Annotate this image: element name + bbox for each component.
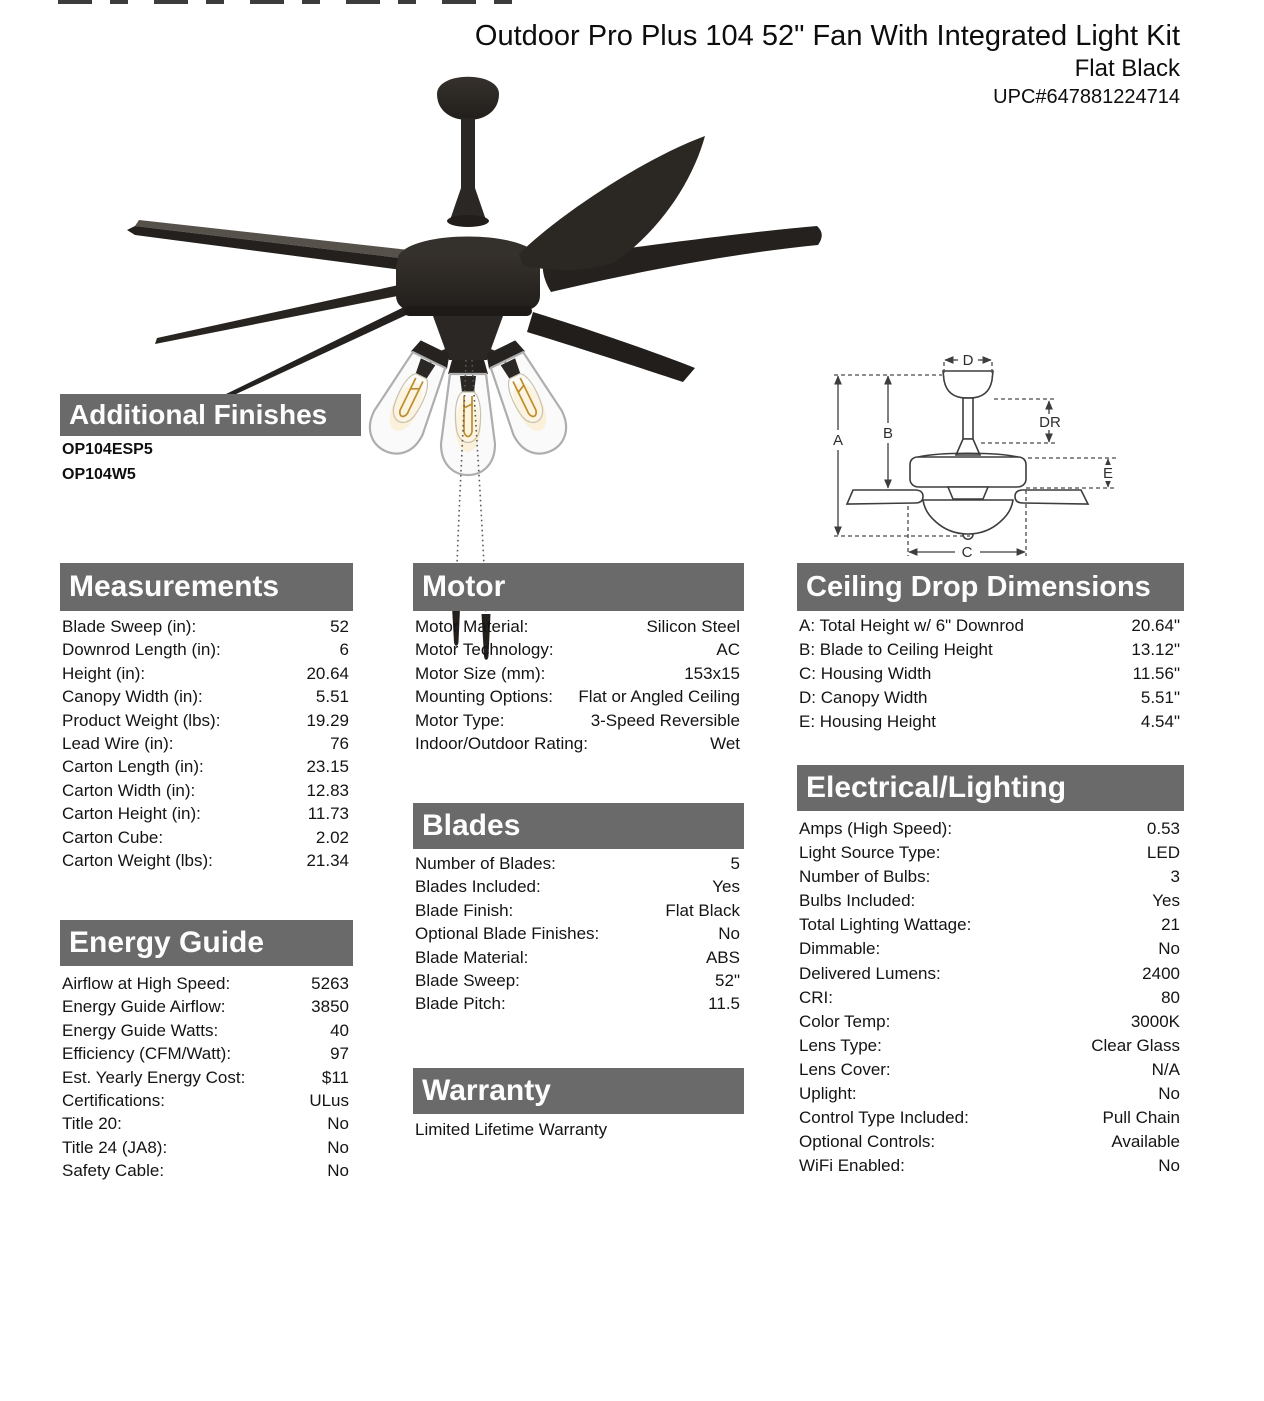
ceiling-drop-rows [797,614,1184,734]
spec-value: 3-Speed Reversible [590,710,740,730]
spec-row [799,913,1180,937]
spec-label: Certifications: [62,1090,165,1110]
fan-canopy [437,77,499,120]
spec-label: Lead Wire (in): [62,733,174,753]
spec-label: D: Canopy Width [799,688,928,708]
spec-label: Airflow at High Speed: [62,974,231,993]
spec-value: 19.29 [306,710,349,730]
spec-value: 21.34 [306,850,349,870]
spec-label: Carton Height (in): [62,804,201,824]
section-electrical-header [797,765,1184,811]
section-title: Motor [422,570,506,603]
spec-value: 3 [1170,867,1180,887]
spec-value: Flat or Angled Ceiling [578,687,740,707]
spec-label: Lens Cover: [799,1059,891,1079]
spec-value: N/A [1151,1059,1180,1079]
spec-value: 2400 [1142,963,1180,983]
spec-value: Pull Chain [1102,1108,1180,1128]
spec-row [415,638,740,661]
spec-row [799,638,1180,662]
spec-label: Canopy Width (in): [62,687,203,707]
spec-value: 21 [1161,915,1180,935]
spec-label: A: Total Height w/ 6" Downrod [799,616,1024,635]
diagram-label-c: C [961,544,973,560]
spec-value: 12.83 [306,780,349,800]
spec-row [415,875,740,898]
section-warranty-header [413,1068,744,1114]
spec-label: Product Weight (lbs): [62,710,221,730]
spec-label: Blade Material: [415,947,529,967]
spec-row [415,852,740,875]
section-blades-header [413,803,744,849]
spec-row [799,889,1180,913]
spec-label: Height (in): [62,663,146,683]
section-title: Energy Guide [69,926,265,959]
section-title: Ceiling Drop Dimensions [806,570,1151,603]
spec-value: Wet [710,733,740,753]
spec-label: Color Temp: [799,1011,891,1031]
spec-row [415,969,740,992]
spec-row [799,1106,1180,1130]
spec-label: Title 20: [62,1114,122,1134]
spec-value: 76 [330,733,349,753]
spec-label: Carton Cube: [62,827,164,847]
spec-value: No [327,1161,349,1181]
spec-value: Available [1111,1132,1180,1152]
spec-row [799,614,1180,638]
spec-value: 11.5 [708,994,740,1014]
spec-row [62,802,349,825]
spec-row [62,1136,349,1159]
spec-value: AC [716,640,740,660]
spec-label: C: Housing Width [799,664,932,684]
spec-value: 0.53 [1146,819,1180,838]
diagram-label-a: A [832,432,844,449]
spec-label: Optional Controls: [799,1132,936,1152]
section-title: Warranty [422,1074,551,1107]
diagram-label-dr: DR [1039,414,1061,431]
spec-label: Bulbs Included: [799,891,916,911]
spec-value: 5 [730,854,740,873]
spec-row [415,899,740,922]
spec-label: Energy Guide Airflow: [62,997,226,1017]
product-upc: UPC#647881224714 [993,86,1180,108]
spec-row [62,1089,349,1112]
spec-label: Control Type Included: [799,1108,969,1128]
spec-row [799,1154,1180,1178]
spec-value: Yes [712,877,740,897]
electrical-rows [797,817,1184,1178]
spec-value: $11 [321,1067,349,1087]
spec-label: Downrod Length (in): [62,640,221,660]
spec-label: E: Housing Height [799,712,937,732]
section-measurements-header [60,563,353,611]
spec-row [799,1130,1180,1154]
spec-label: Est. Yearly Energy Cost: [62,1067,246,1087]
spec-row [62,995,349,1018]
spec-value: Clear Glass [1091,1035,1180,1055]
spec-row [799,1082,1180,1106]
spec-row [415,662,740,685]
finish-code: OP104ESP5 [62,441,153,458]
spec-row [62,755,349,778]
diagram-label-b: B [882,425,894,442]
warranty-text: Limited Lifetime Warranty [415,1120,608,1139]
spec-label: Blade Sweep (in): [62,617,197,636]
spec-row [799,1010,1180,1034]
spec-row [62,1042,349,1065]
spec-value: 5.51 [315,687,349,707]
spec-label: Efficiency (CFM/Watt): [62,1044,232,1064]
spec-value: No [1158,1156,1180,1176]
spec-label: Uplight: [799,1084,857,1104]
spec-label: Motor Technology: [415,640,554,660]
spec-label: Lens Type: [799,1035,882,1055]
spec-row [62,638,349,661]
spec-value: 4.54" [1140,712,1180,732]
spec-value: 5263 [311,974,349,993]
spec-row [62,779,349,802]
spec-label: Dimmable: [799,939,881,959]
spec-value: No [327,1114,349,1134]
spec-label: Motor Size (mm): [415,663,546,683]
spec-label: Indoor/Outdoor Rating: [415,733,588,753]
spec-value: 3850 [311,997,349,1017]
spec-value: ULus [309,1090,349,1110]
spec-value: Yes [1152,891,1180,911]
spec-label: Safety Cable: [62,1161,165,1181]
spec-row [62,972,349,995]
spec-value: No [327,1137,349,1157]
spec-label: Delivered Lumens: [799,963,941,983]
spec-value: 23.15 [306,757,349,777]
section-additional-finishes-header [60,394,361,436]
spec-row [415,946,740,969]
spec-row [799,962,1180,986]
spec-label: Motor Type: [415,710,505,730]
spec-row [62,685,349,708]
spec-row [415,709,740,732]
measurements-rows [60,615,353,872]
spec-label: Total Lighting Wattage: [799,915,972,935]
spec-row [62,1019,349,1042]
spec-value: 11.73 [307,804,349,824]
spec-row [62,662,349,685]
section-ceiling-drop-header [797,563,1184,611]
spec-row [415,615,740,638]
cropped-logo-fragment [58,0,528,4]
section-energy-guide-header [60,920,353,966]
fan-blade [527,312,695,382]
spec-row [799,662,1180,686]
spec-label: Motor Material: [415,617,529,636]
section-motor-header [413,563,744,611]
spec-row [799,710,1180,734]
spec-value: 97 [330,1044,349,1064]
spec-row [62,1112,349,1135]
spec-value: 13.12" [1131,640,1180,660]
spec-value: LED [1146,843,1180,863]
spec-label: Light Source Type: [799,843,941,863]
spec-row [415,992,740,1015]
spec-row [799,1058,1180,1082]
additional-finishes-list [62,438,153,487]
diagram-label-d: D [962,352,974,369]
spec-label: Blade Sweep: [415,970,520,990]
spec-value: 5.51" [1140,688,1180,708]
spec-label: Optional Blade Finishes: [415,924,600,944]
product-title: Outdoor Pro Plus 104 52" Fan With Integrated Light Kit [474,20,1180,52]
spec-row [799,817,1180,841]
spec-value: 20.64 [306,663,349,683]
blades-rows [413,852,744,1016]
spec-label: Amps (High Speed): [799,819,953,838]
spec-row [799,865,1180,889]
spec-row [799,841,1180,865]
spec-value: Flat Black [665,900,740,920]
spec-label: WiFi Enabled: [799,1156,905,1176]
spec-row [62,1159,349,1182]
spec-value: 153x15 [684,663,740,683]
finish-code: OP104W5 [62,465,136,483]
spec-label: Mounting Options: [415,687,553,707]
spec-value: 52 [330,617,349,636]
spec-label: Number of Bulbs: [799,867,931,887]
spec-label: Carton Width (in): [62,780,196,800]
spec-label: Blade Pitch: [415,994,506,1014]
spec-row [62,826,349,849]
product-finish: Flat Black [1074,55,1180,82]
spec-label: Energy Guide Watts: [62,1020,219,1040]
spec-row [799,937,1180,961]
spec-label: Blade Finish: [415,900,514,920]
section-title: Blades [422,809,521,842]
section-title: Additional Finishes [69,399,328,430]
spec-row [62,615,349,638]
energy-guide-rows [60,972,353,1183]
spec-row [799,686,1180,710]
spec-row [62,849,349,872]
spec-row [62,709,349,732]
spec-value: 6 [339,640,349,660]
spec-label: Number of Blades: [415,854,556,873]
ceiling-drop-diagram [820,344,1192,560]
spec-value: 52" [715,970,740,990]
spec-label: Carton Weight (lbs): [62,850,213,870]
spec-label: CRI: [799,987,833,1007]
spec-label: Title 24 (JA8): [62,1137,168,1157]
spec-value: 20.64" [1131,616,1180,635]
spec-label: B: Blade to Ceiling Height [799,640,993,660]
spec-label: Blades Included: [415,877,541,897]
spec-value: 2.02 [315,827,349,847]
spec-row [415,732,740,755]
spec-value: 3000K [1130,1011,1180,1031]
spec-value: Silicon Steel [646,617,740,636]
spec-value: No [718,924,740,944]
spec-value: 11.56" [1132,664,1180,684]
spec-value: No [1158,939,1180,959]
glass-shade [441,360,495,475]
section-title: Measurements [69,570,280,603]
spec-label: Carton Length (in): [62,757,204,777]
spec-row [62,732,349,755]
section-title: Electrical/Lighting [806,771,1067,804]
spec-row [62,1066,349,1089]
spec-row [415,922,740,945]
diagram-label-e: E [1102,465,1114,482]
spec-value: 80 [1161,987,1180,1007]
spec-value: 40 [330,1020,349,1040]
motor-rows [413,615,744,755]
spec-row [415,685,740,708]
spec-value: ABS [705,947,740,967]
spec-row [799,986,1180,1010]
spec-row [799,1034,1180,1058]
spec-value: No [1158,1084,1180,1104]
